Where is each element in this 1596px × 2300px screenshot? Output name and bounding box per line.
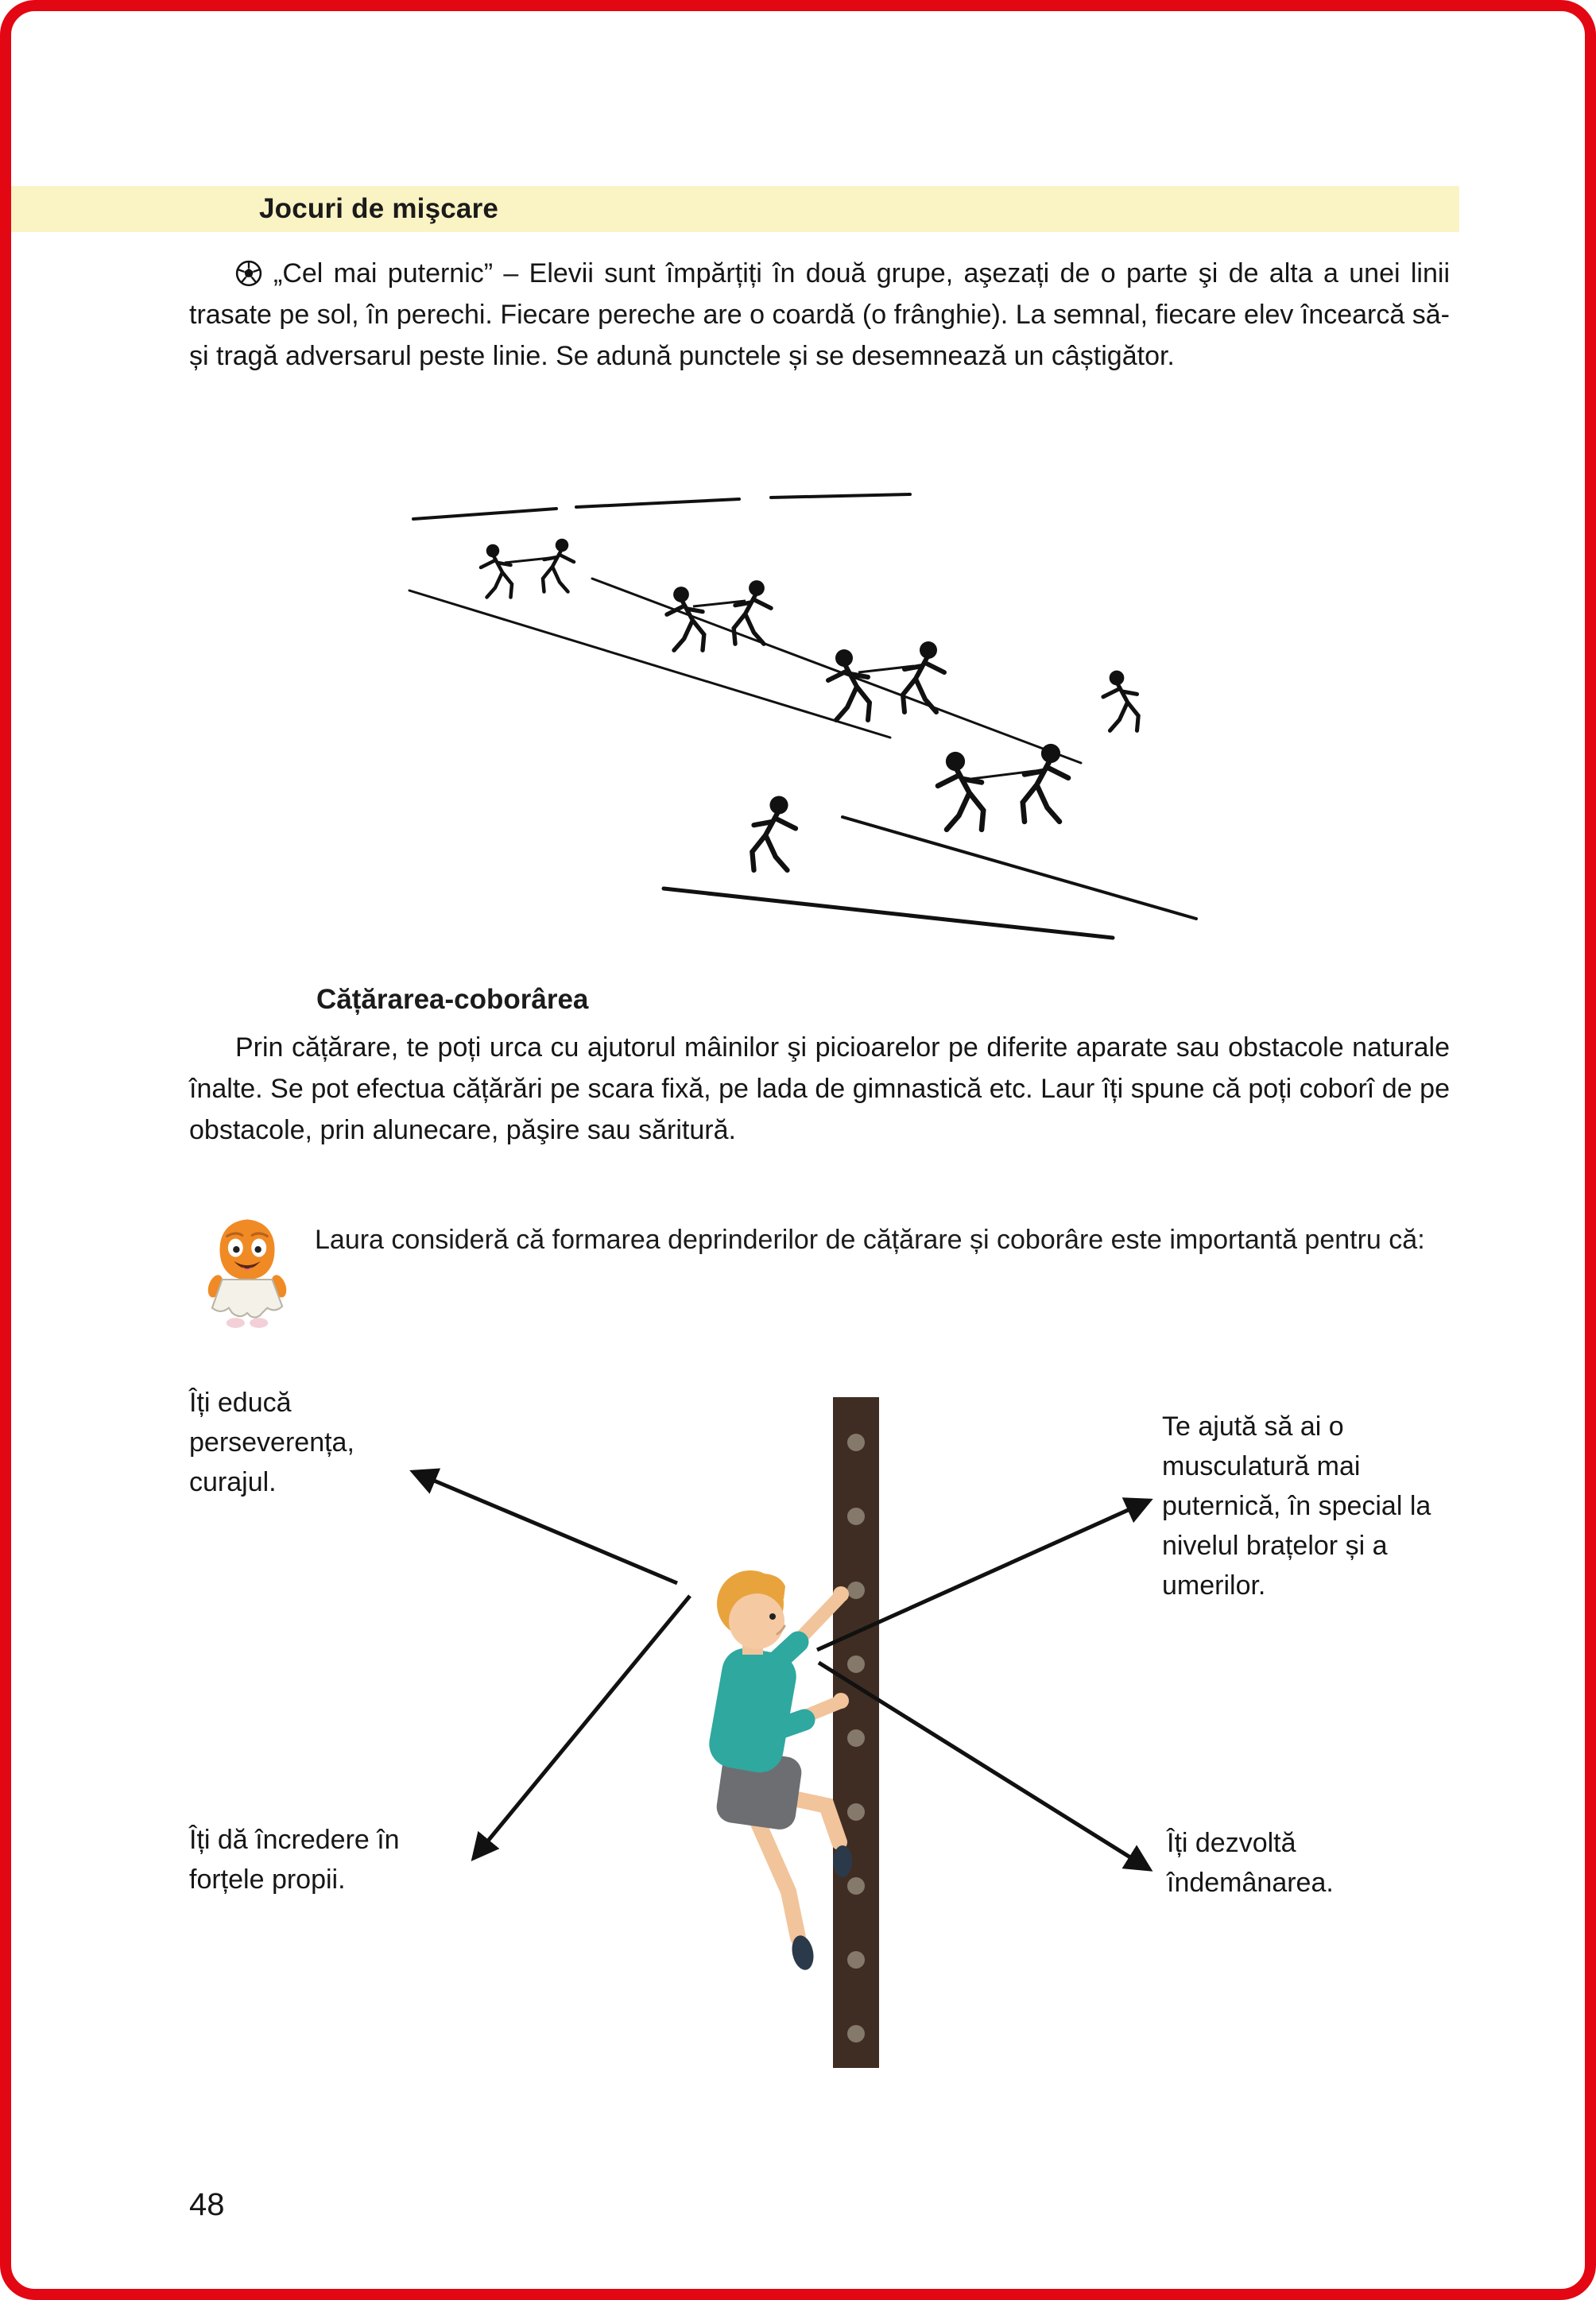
soccer-ball-icon (235, 260, 262, 287)
section2-paragraph: Prin cățărare, te poți urca cu ajutorul mâinilor şi picioarelor pe diferite aparate sau obstacole naturale înalte. Se pot efectua cățărări pe scara fixă, pe lada de gimnastică etc. Laur îți spune că poți coborî de pe obstacole, prin alunecare, păşire sau săritură. (189, 1032, 1450, 1145)
benefit-label-confidence: Îți dă încredere în forțele propii. (189, 1825, 400, 1895)
benefit-label-dexterity: Îți dezvoltă îndemânarea. (1167, 1828, 1334, 1898)
page-number: 48 (189, 2187, 225, 2222)
arrow-top-left (413, 1472, 677, 1583)
section1-paragraph: „Cel mai puternic” – Elevii sunt împărțiți în două grupe, aşezați de o parte şi de alta a unei linii trasate pe sol, în perechi. Fiecare pereche are o coardă (o frânghie). La semnal, fiecare elev încearcă să-și tragă adversarul peste linie. Se adună punctele și se desemnează un câștigător. (189, 258, 1450, 371)
tug-of-war-illustration (397, 475, 1200, 940)
benefit-label-perseverance: Îți educă perseverența, curajul. (189, 1388, 354, 1497)
arrow-bottom-left (474, 1596, 690, 1858)
shuttlecock-mascot-icon (197, 1213, 297, 1330)
mascot-note-row (197, 1210, 1451, 1330)
mascot-note: Laura consideră că formarea deprinderilor de cățărare și coborâre este importantă pentru că: (315, 1225, 1425, 1255)
benefit-label-musculature: Te ajută să ai o musculatură mai puternică, în special la nivelul brațelor și a umerilor. (1162, 1411, 1431, 1601)
section-heading-band (11, 186, 1459, 232)
section1-paragraph-block (189, 253, 1450, 377)
section2-heading: Cățărarea-coborârea (316, 984, 589, 1015)
section1-heading: Jocuri de mişcare (259, 193, 499, 224)
climbing-boy (706, 1570, 852, 1972)
